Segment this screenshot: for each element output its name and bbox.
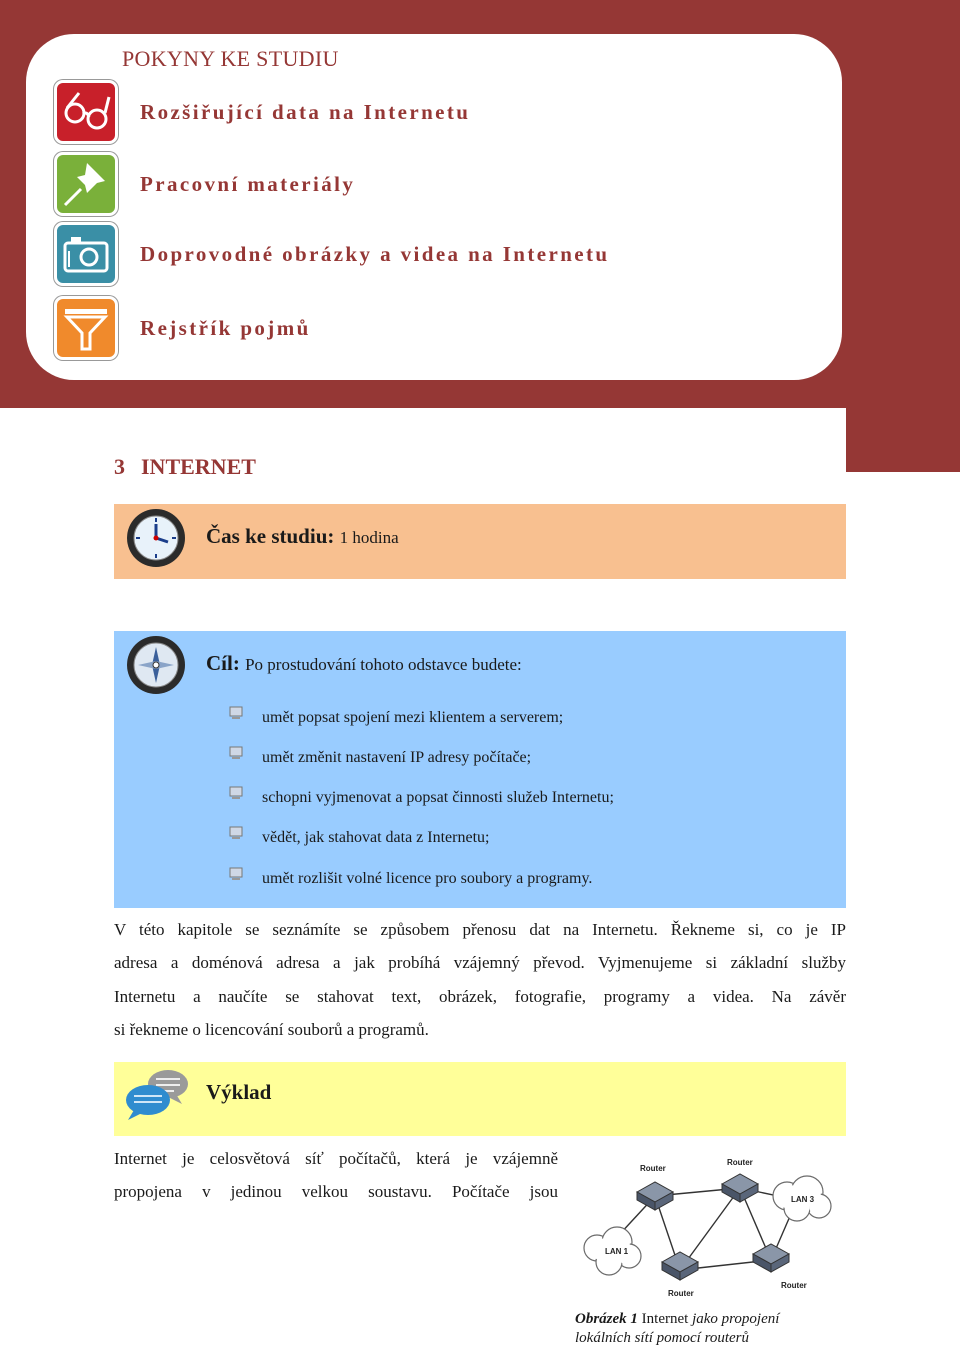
camera-icon <box>54 222 118 286</box>
caption-bold: Obrázek 1 <box>575 1311 638 1327</box>
goal-label: Cíl: <box>206 651 240 675</box>
router-top-left-icon <box>637 1182 673 1210</box>
guide-item-label: Doprovodné obrázky a videa na Internetu <box>140 242 610 266</box>
caption-plain: Internet <box>641 1311 689 1327</box>
guide-item-label: Rozšiřující data na Internetu <box>140 100 471 124</box>
caption-italic: lokálních sítí pomocí routerů <box>575 1330 750 1346</box>
goal-list-item <box>262 749 531 767</box>
guide-item-extra-data <box>54 80 754 146</box>
study-time-value: 1 hodina <box>339 528 399 547</box>
study-time-line <box>206 524 399 549</box>
glasses-icon <box>54 80 118 144</box>
paragraph-line: V této kapitole se seznámíte se způsobem přenosu dat na Internetu. Řekneme si, co je IP <box>114 920 846 939</box>
router-bottom-right-icon <box>753 1244 789 1272</box>
goal-item-text: schopni vyjmenovat a popsat činnosti služeb Internetu; <box>262 789 614 806</box>
header-band-tab <box>846 380 960 472</box>
goal-intro: Po prostudování tohoto odstavce budete: <box>245 655 522 674</box>
goal-list-item <box>262 789 614 807</box>
computer-bullet-icon <box>228 786 244 801</box>
goal-list-item <box>262 870 592 888</box>
study-time-box <box>114 504 846 579</box>
router-top-right-icon <box>722 1174 758 1202</box>
guide-item-index <box>54 296 754 362</box>
caption-italic: jako propojení <box>692 1311 780 1327</box>
paragraph-line: Internet je celosvětová síť počítačů, která je vzájemně <box>114 1149 558 1168</box>
speech-bubbles-icon <box>122 1066 192 1122</box>
network-figure <box>575 1150 845 1310</box>
paragraph-line: si řekneme o licencování souborů a programů. <box>114 1019 429 1039</box>
router-label: Router <box>727 1158 753 1167</box>
computer-bullet-icon <box>228 746 244 761</box>
lan-label: LAN 1 <box>605 1247 629 1256</box>
guide-item-media <box>54 222 754 288</box>
goal-box <box>114 631 846 908</box>
chapter-title: INTERNET <box>141 454 256 479</box>
computer-bullet-icon <box>228 706 244 721</box>
computer-bullet-icon <box>228 826 244 841</box>
funnel-icon <box>54 296 118 360</box>
clock-icon <box>124 506 188 570</box>
goal-item-text: umět rozlišit volné licence pro soubory a programy. <box>262 870 593 887</box>
goal-item-text: umět popsat spojení mezi klientem a serverem; <box>262 709 564 726</box>
paragraph-line: adresa a doménová adresa a jak probíhá vzájemný převod. Vyjmenujeme si základní služby <box>114 953 846 973</box>
compass-icon <box>124 633 188 697</box>
router-label: Router <box>781 1281 807 1290</box>
router-label: Router <box>640 1164 666 1173</box>
guide-item-label: Rejstřík pojmů <box>140 316 311 340</box>
explanation-box <box>114 1062 846 1136</box>
body-paragraph <box>114 1142 558 1208</box>
chapter-number: 3 <box>114 454 125 479</box>
study-time-label: Čas ke studiu: <box>206 524 335 548</box>
explanation-label: Výklad <box>206 1080 272 1104</box>
router-bottom-left-icon <box>662 1252 698 1280</box>
explanation-line <box>206 1080 271 1105</box>
pushpin-icon <box>54 152 118 216</box>
router-label: Router <box>668 1289 694 1298</box>
paragraph-line: Internetu a naučíte se stahovat text, obrázek, fotografie, programy a videa. Na závěr <box>114 986 846 1006</box>
paragraph-line: propojena v jedinou velkou soustavu. Počítače jsou <box>114 1182 558 1201</box>
guide-item-label: Pracovní materiály <box>140 172 356 196</box>
figure-caption <box>575 1310 779 1348</box>
goal-item-text: vědět, jak stahovat data z Internetu; <box>262 829 490 846</box>
goal-item-text: umět změnit nastavení IP adresy počítače; <box>262 749 532 766</box>
goal-list-item <box>262 829 489 847</box>
goal-line <box>206 651 522 676</box>
computer-bullet-icon <box>228 867 244 882</box>
goal-list-item <box>262 709 563 727</box>
intro-paragraph <box>114 913 846 1046</box>
chapter-heading <box>114 454 256 480</box>
guide-item-materials <box>54 152 754 218</box>
lan-label: LAN 3 <box>791 1195 815 1204</box>
study-guide-title: POKYNY KE STUDIU <box>122 46 339 71</box>
